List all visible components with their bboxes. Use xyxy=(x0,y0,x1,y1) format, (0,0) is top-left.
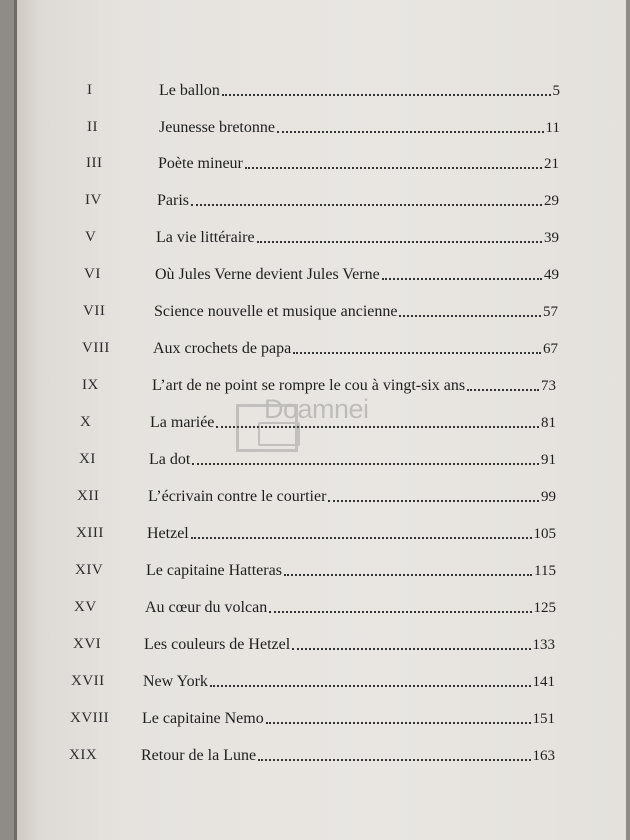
chapter-title: L’art de ne point se rompre le cou à vingt-six ans xyxy=(152,377,466,394)
toc-entry xyxy=(0,229,630,255)
dot-leader xyxy=(191,204,542,206)
watermark-text: Doamnei xyxy=(264,394,369,424)
page-number: 81 xyxy=(541,415,556,431)
chapter-title: Jeunesse bretonne xyxy=(159,119,275,136)
toc-entry xyxy=(0,636,630,662)
page-number: 21 xyxy=(544,156,559,172)
chapter-title: La mariée xyxy=(150,414,215,431)
chapter-numeral: X xyxy=(80,414,92,430)
dot-leader xyxy=(284,574,532,576)
toc-line xyxy=(153,340,558,358)
dot-leader xyxy=(292,648,530,650)
page-number: 49 xyxy=(544,267,559,283)
page-number: 105 xyxy=(533,526,556,542)
page-number: 39 xyxy=(544,230,559,246)
toc-line xyxy=(147,525,556,543)
toc-entry xyxy=(0,340,630,366)
chapter-title: La dot xyxy=(149,451,191,468)
toc-line xyxy=(141,747,555,765)
chapter-numeral: XI xyxy=(79,451,96,467)
chapter-title: Aux crochets de papa xyxy=(153,340,292,357)
dot-leader xyxy=(382,278,542,280)
toc-entry xyxy=(0,673,630,699)
watermark-book-icon xyxy=(258,422,300,446)
chapter-numeral: II xyxy=(87,119,98,135)
chapter-title: New York xyxy=(143,673,208,690)
chapter-numeral: VII xyxy=(83,303,106,319)
chapter-numeral: III xyxy=(86,155,103,171)
page-number: 115 xyxy=(534,563,556,579)
page-number: 73 xyxy=(541,378,556,394)
toc-line xyxy=(148,488,556,506)
page-number: 91 xyxy=(541,452,556,468)
chapter-title: Les couleurs de Hetzel xyxy=(144,636,291,653)
chapter-title: L’écrivain contre le courtier xyxy=(148,488,327,505)
chapter-numeral: XVI xyxy=(73,636,102,652)
chapter-title: Retour de la Lune xyxy=(141,747,257,764)
chapter-title: Science nouvelle et musique ancienne xyxy=(154,303,398,320)
dot-leader xyxy=(222,94,551,96)
toc-entry xyxy=(0,82,630,108)
chapter-title: Poète mineur xyxy=(158,155,243,172)
dot-leader xyxy=(245,167,542,169)
toc-entry xyxy=(0,562,630,588)
chapter-numeral: XVIII xyxy=(70,710,110,726)
dot-leader xyxy=(467,389,539,391)
page-number: 11 xyxy=(545,120,560,136)
chapter-numeral: V xyxy=(85,229,97,245)
chapter-numeral: XIII xyxy=(76,525,104,541)
dot-leader xyxy=(266,722,531,724)
toc-line xyxy=(157,192,559,210)
toc-entry xyxy=(0,266,630,292)
toc-line xyxy=(143,673,555,691)
toc-entry xyxy=(0,747,630,773)
toc-line xyxy=(159,119,560,137)
toc-entry xyxy=(0,155,630,181)
dot-leader xyxy=(192,463,539,465)
toc-line xyxy=(142,710,555,728)
chapter-numeral: XVII xyxy=(71,673,105,689)
dot-leader xyxy=(210,685,531,687)
toc-entry xyxy=(0,488,630,514)
chapter-title: Au cœur du volcan xyxy=(145,599,268,616)
toc-entry xyxy=(0,303,630,329)
toc-line xyxy=(155,266,559,284)
toc-line xyxy=(159,82,560,100)
page-number: 151 xyxy=(532,711,555,727)
toc-line xyxy=(144,636,555,654)
toc-line xyxy=(156,229,559,247)
chapter-numeral: XV xyxy=(74,599,97,615)
toc-line xyxy=(154,303,558,321)
chapter-numeral: VI xyxy=(84,266,101,282)
dot-leader xyxy=(293,352,541,354)
chapter-numeral: IV xyxy=(85,192,102,208)
chapter-title: Où Jules Verne devient Jules Verne xyxy=(155,266,380,283)
toc-line xyxy=(158,155,559,173)
dot-leader xyxy=(399,315,541,317)
page-number: 133 xyxy=(532,637,555,653)
chapter-title: La vie littéraire xyxy=(156,229,255,246)
toc-entry xyxy=(0,192,630,218)
dot-leader xyxy=(257,241,542,243)
chapter-title: Hetzel xyxy=(147,525,189,542)
dot-leader xyxy=(328,500,539,502)
dot-leader xyxy=(258,759,530,761)
watermark-logo xyxy=(236,392,394,458)
toc-line xyxy=(146,562,556,580)
chapter-numeral: VIII xyxy=(82,340,110,356)
page-number: 141 xyxy=(532,674,555,690)
toc-line xyxy=(145,599,556,617)
chapter-title: Le capitaine Nemo xyxy=(142,710,264,727)
chapter-title: Paris xyxy=(157,192,189,209)
chapter-numeral: IX xyxy=(82,377,99,393)
chapter-numeral: I xyxy=(87,82,93,98)
toc-entry xyxy=(0,710,630,736)
chapter-title: Le capitaine Hatteras xyxy=(146,562,282,579)
toc-entry xyxy=(0,599,630,625)
page-number: 29 xyxy=(544,193,559,209)
chapter-numeral: XIV xyxy=(75,562,104,578)
page-number: 5 xyxy=(552,83,560,99)
page-number: 67 xyxy=(543,341,558,357)
page-number: 163 xyxy=(532,748,555,764)
page-number: 125 xyxy=(533,600,556,616)
chapter-numeral: XIX xyxy=(69,747,98,763)
page-number: 99 xyxy=(541,489,556,505)
chapter-title: Le ballon xyxy=(159,82,220,99)
dot-leader xyxy=(269,611,531,613)
toc-entry xyxy=(0,119,630,145)
dot-leader xyxy=(277,131,544,133)
toc-entry xyxy=(0,525,630,551)
dot-leader xyxy=(191,537,532,539)
page-number: 57 xyxy=(543,304,558,320)
chapter-numeral: XII xyxy=(77,488,100,504)
